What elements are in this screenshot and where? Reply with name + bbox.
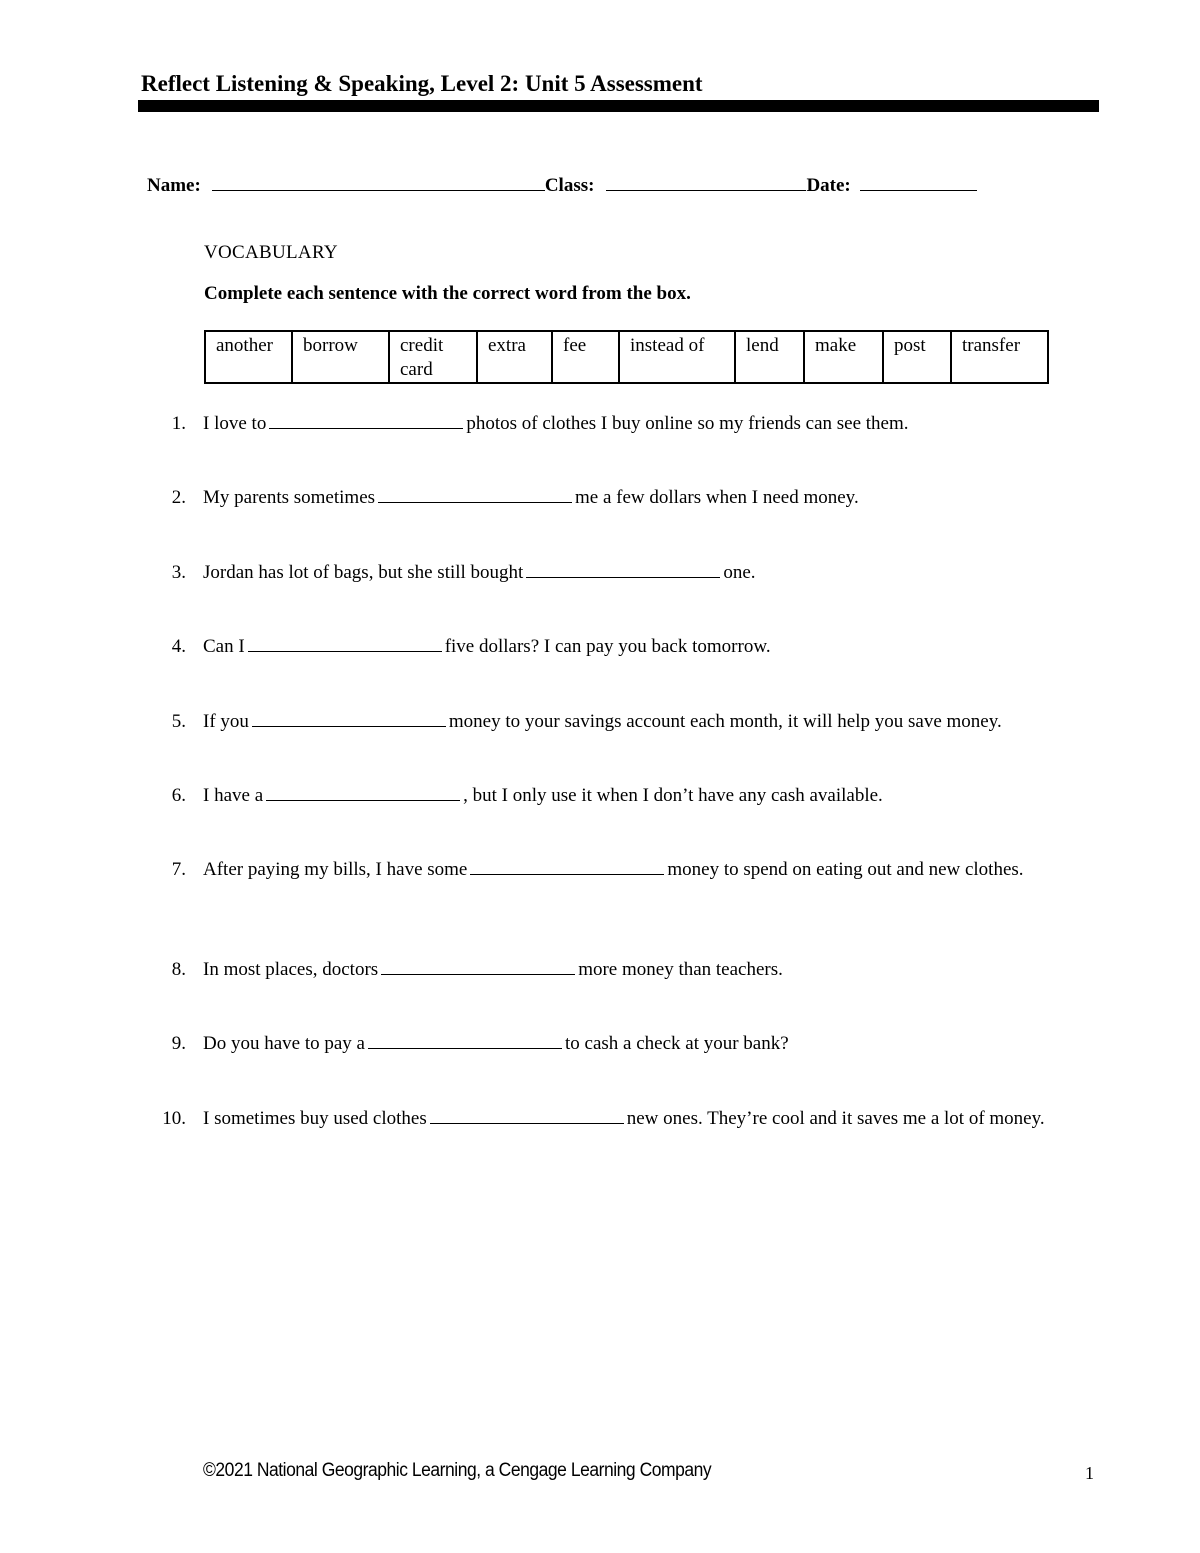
question-number: 2. (171, 487, 186, 508)
answer-blank[interactable] (378, 485, 572, 503)
word-box-cell: transfer (951, 331, 1048, 383)
word-box-cell: fee (552, 331, 619, 383)
question-item: 4. Can I five dollars? I can pay you back tomorrow. (150, 634, 1110, 660)
question-item: 1. I love to photos of clothes I buy online so my friends can see them. (150, 411, 1110, 437)
question-item: 10. I sometimes buy used clothes new ones. They’re cool and it saves me a lot of money. (150, 1106, 1080, 1132)
question-item: 5. If you money to your savings account each month, it will help you save money. (150, 709, 1110, 735)
class-field[interactable] (606, 172, 806, 191)
date-label: Date: (806, 175, 851, 196)
word-box-cell: credit card (389, 331, 477, 383)
question-item: 7. After paying my bills, I have some money to spend on eating out and new clothes. (150, 857, 1050, 883)
word-box-cell: post (883, 331, 951, 383)
document-title: Reflect Listening & Speaking, Level 2: Unit 5 Assessment (141, 71, 703, 96)
answer-blank[interactable] (381, 957, 575, 975)
word-box-cell: instead of (619, 331, 735, 383)
answer-blank[interactable] (470, 857, 664, 875)
answer-blank[interactable] (252, 709, 446, 727)
student-info-row (147, 172, 977, 197)
answer-blank[interactable] (430, 1106, 624, 1124)
word-box-cell: lend (735, 331, 804, 383)
instructions: Complete each sentence with the correct word from the box. (204, 283, 691, 304)
question-item: 2. My parents sometimes me a few dollars when I need money. (150, 485, 1110, 511)
question-number: 4. (171, 636, 186, 657)
word-box (204, 330, 1049, 384)
question-item: 9. Do you have to pay a to cash a check at your bank? (150, 1031, 1110, 1057)
answer-blank[interactable] (266, 783, 460, 801)
word-box-cell: make (804, 331, 883, 383)
question-number: 3. (171, 562, 186, 583)
title-rule (138, 100, 1099, 112)
question-number: 10. (162, 1108, 186, 1129)
footer-copyright: ©2021 National Geographic Learning, a Cengage Learning Company (203, 1460, 712, 1481)
answer-blank[interactable] (269, 411, 463, 429)
question-item: 6. I have a , but I only use it when I don’t have any cash available. (150, 783, 1110, 809)
section-heading: VOCABULARY (204, 242, 338, 263)
class-label: Class: (544, 175, 595, 196)
answer-blank[interactable] (526, 560, 720, 578)
question-number: 7. (171, 859, 186, 880)
question-number: 9. (171, 1033, 186, 1054)
answer-blank[interactable] (368, 1031, 562, 1049)
answer-blank[interactable] (248, 634, 442, 652)
word-box-cell: borrow (292, 331, 389, 383)
question-item: 8. In most places, doctors more money than teachers. (150, 957, 1110, 983)
date-field[interactable] (860, 172, 977, 191)
name-label: Name: (147, 175, 201, 196)
question-number: 8. (171, 959, 186, 980)
question-number: 6. (171, 785, 186, 806)
question-number: 5. (171, 711, 186, 732)
page-number: 1 (1085, 1463, 1094, 1483)
question-item: 3. Jordan has lot of bags, but she still bought one. (150, 560, 1110, 586)
name-field[interactable] (212, 172, 545, 191)
question-number: 1. (171, 413, 186, 434)
word-box-cell: another (205, 331, 292, 383)
word-box-cell: extra (477, 331, 552, 383)
